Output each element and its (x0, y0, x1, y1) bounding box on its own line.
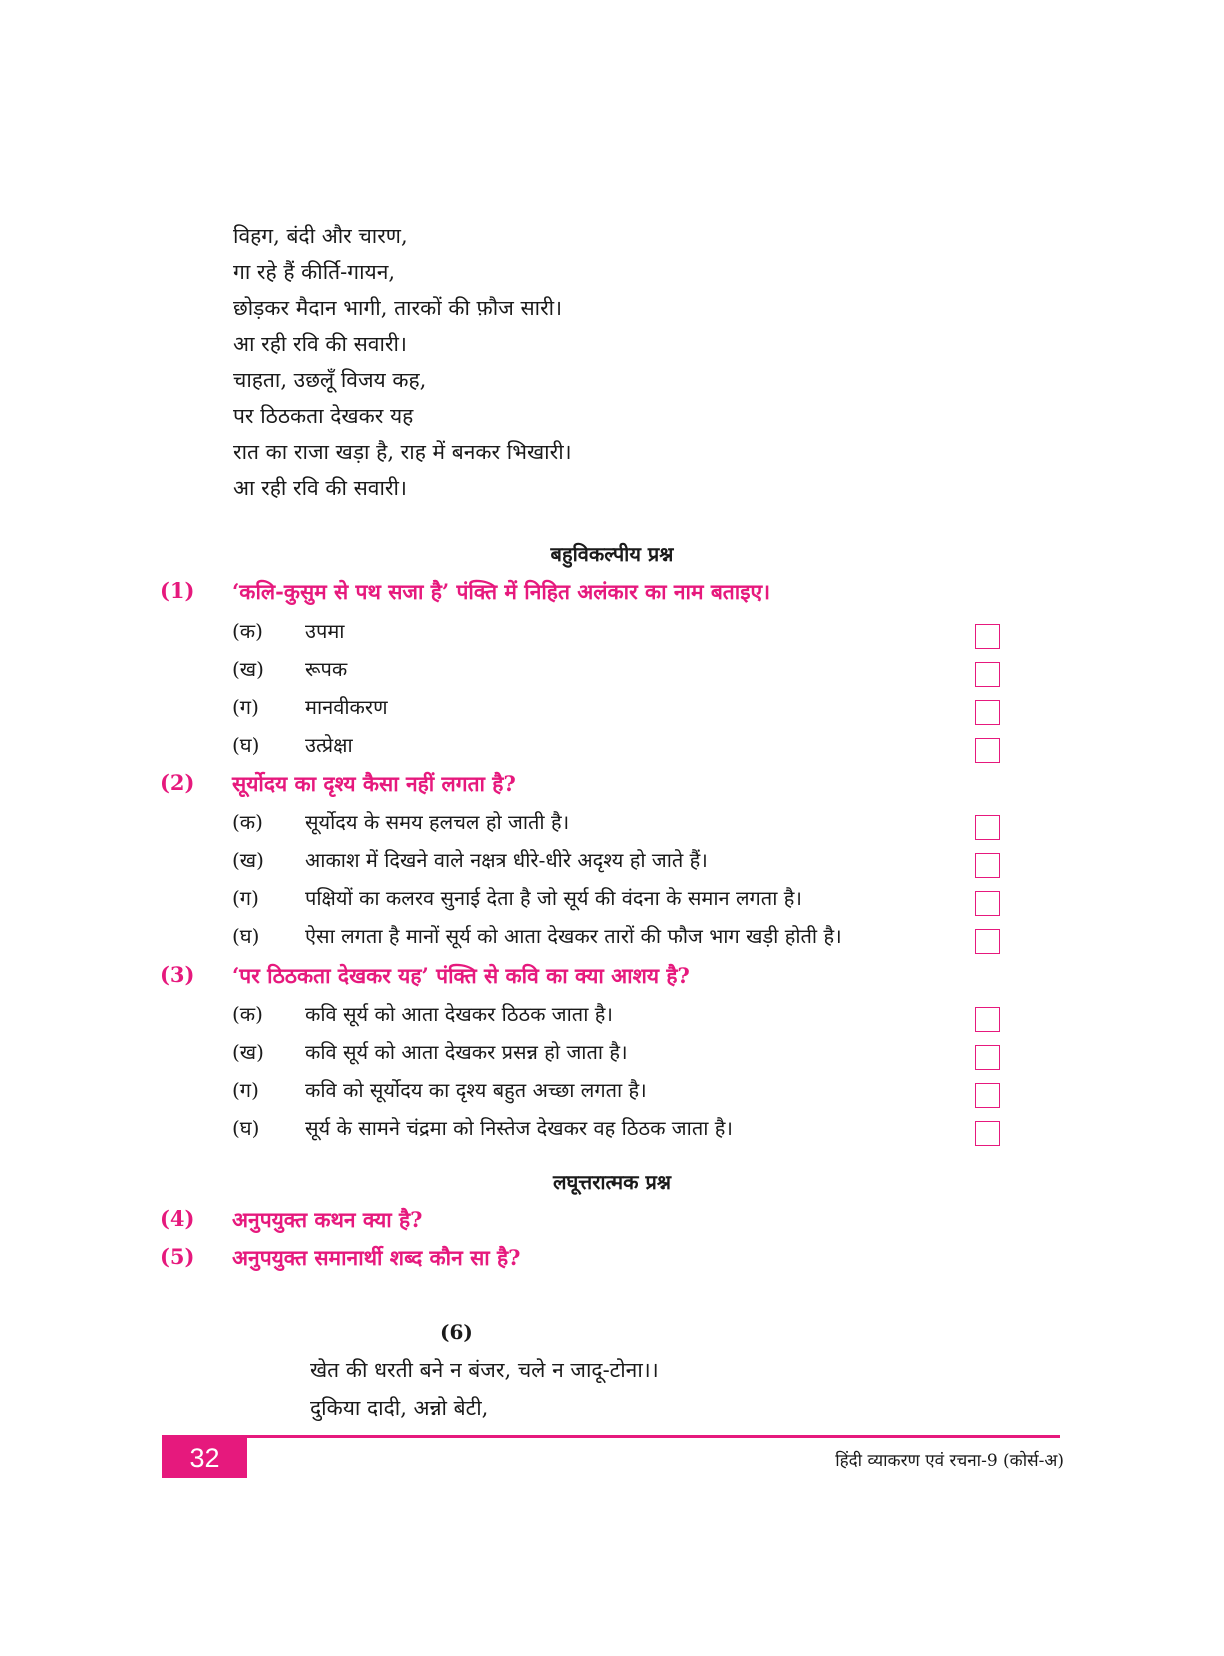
answer-checkbox[interactable] (975, 1121, 1000, 1146)
option-text: उत्प्रेक्षा (305, 733, 353, 757)
option-label: (ख) (232, 657, 264, 681)
poem-line: गा रहे हैं कीर्ति-गायन, (233, 260, 396, 284)
answer-checkbox[interactable] (975, 853, 1000, 878)
question-text: ‘कलि-कुसुम से पथ सजा है’ पंक्ति में निहित अलंकार का नाम बताइए। (232, 579, 771, 604)
answer-checkbox[interactable] (975, 738, 1000, 763)
answer-checkbox[interactable] (975, 662, 1000, 687)
option-label: (ग) (232, 886, 259, 910)
mcq-heading: बहुविकल्पीय प्रश्न (550, 542, 674, 566)
poem-line: विहग, बंदी और चारण, (233, 224, 408, 248)
option-text: उपमा (305, 619, 345, 643)
option-text: कवि सूर्य को आता देखकर प्रसन्न हो जाता है। (305, 1040, 628, 1064)
question-text: ‘पर ठिठकता देखकर यह’ पंक्ति से कवि का क्या आशय है? (232, 963, 690, 988)
option-label: (ख) (232, 848, 264, 872)
poem-line: आ रही रवि की सवारी। (233, 476, 407, 500)
answer-checkbox[interactable] (975, 1045, 1000, 1070)
poem-line: छोड़कर मैदान भागी, तारकों की फ़ौज सारी। (233, 296, 563, 320)
answer-checkbox[interactable] (975, 624, 1000, 649)
question-text: सूर्योदय का दृश्य कैसा नहीं लगता है? (232, 771, 516, 796)
option-text: आकाश में दिखने वाले नक्षत्र धीरे-धीरे अदृश्य हो जाते हैं। (305, 848, 708, 872)
answer-checkbox[interactable] (975, 1007, 1000, 1032)
option-label: (क) (232, 1002, 263, 1026)
option-text: पक्षियों का कलरव सुनाई देता है जो सूर्य की वंदना के समान लगता है। (305, 886, 802, 910)
question-number: (5) (160, 1244, 195, 1269)
option-label: (घ) (232, 924, 260, 948)
poem-line: रात का राजा खड़ा है, राह में बनकर भिखारी। (233, 440, 572, 464)
answer-checkbox[interactable] (975, 1083, 1000, 1108)
option-label: (घ) (232, 1116, 260, 1140)
poem-line: आ रही रवि की सवारी। (233, 332, 407, 356)
option-text: कवि सूर्य को आता देखकर ठिठक जाता है। (305, 1002, 613, 1026)
option-label: (ग) (232, 695, 259, 719)
footer-book-title: हिंदी व्याकरण एवं रचना-9 (कोर्स-अ) (835, 1451, 1064, 1471)
section-label: (6) (440, 1320, 473, 1344)
option-text: सूर्य के सामने चंद्रमा को निस्तेज देखकर वह ठिठक जाता है। (305, 1116, 733, 1140)
option-text: सूर्योदय के समय हलचल हो जाती है। (305, 810, 570, 834)
question-number: (4) (160, 1206, 195, 1231)
question-text: अनुपयुक्त कथन क्या है? (232, 1207, 423, 1232)
poem-line: खेत की धरती बने न बंजर, चले न जादू-टोना।। (310, 1358, 659, 1382)
question-number: (2) (160, 770, 195, 795)
answer-checkbox[interactable] (975, 929, 1000, 954)
option-label: (घ) (232, 733, 260, 757)
answer-checkbox[interactable] (975, 891, 1000, 916)
question-text: अनुपयुक्त समानार्थी शब्द कौन सा है? (232, 1245, 521, 1270)
option-text: कवि को सूर्योदय का दृश्य बहुत अच्छा लगता है। (305, 1078, 647, 1102)
poem-line: चाहता, उछलूँ विजय कह, (233, 368, 427, 392)
option-text: ऐसा लगता है मानों सूर्य को आता देखकर तारों की फौज भाग खड़ी होती है। (305, 924, 842, 948)
option-label: (ख) (232, 1040, 264, 1064)
poem-line: दुकिया दादी, अन्नो बेटी, (310, 1396, 489, 1420)
option-label: (ग) (232, 1078, 259, 1102)
question-number: (3) (160, 962, 195, 987)
poem-line: पर ठिठकता देखकर यह (233, 404, 414, 428)
option-label: (क) (232, 810, 263, 834)
question-number: (1) (160, 578, 195, 603)
answer-checkbox[interactable] (975, 815, 1000, 840)
footer-rule (162, 1435, 1060, 1438)
short-answer-heading: लघूत्तरात्मक प्रश्न (553, 1170, 671, 1194)
answer-checkbox[interactable] (975, 700, 1000, 725)
option-text: रूपक (305, 657, 348, 681)
option-text: मानवीकरण (305, 695, 388, 719)
option-label: (क) (232, 619, 263, 643)
page-number: 32 (162, 1438, 247, 1478)
